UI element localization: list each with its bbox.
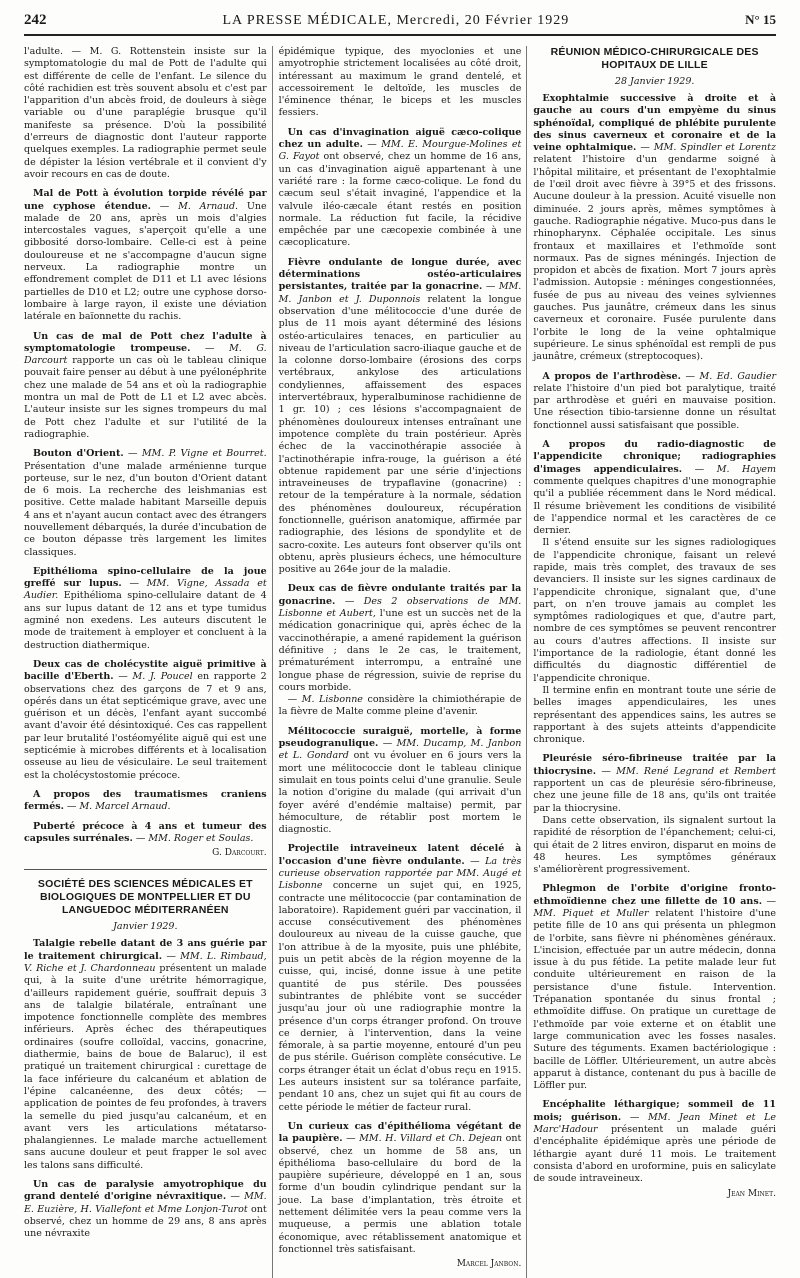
article — [533, 753, 776, 876]
article-authors: — MM. Vigne, Assada et Audier. — [24, 578, 267, 602]
article-paragraph: Dans cette observation, ils signalent surtout la rapidité de résorption de l'épanchement; celui-ci, qui était de 2 litres environ, disparut en moins de 48 heures. Les symptômes généraux s'améliorèrent progressivement. — [533, 814, 776, 876]
issue-number: N° 15 — [745, 12, 776, 27]
article — [279, 726, 522, 837]
section-heading: SOCIÉTÉ DES SCIENCES MÉDICALES ET BIOLOGIQUES DE MONTPELLIER ET DU LANGUEDOC MÉDITERRANÉEN — [24, 869, 267, 917]
section-date: Janvier 1929. — [113, 921, 178, 933]
article-authors: — Des 2 observations de MM. Lisbonne et Aubert, — [278, 595, 522, 620]
article-title: Un curieux cas d'épithélioma végétant de la paupière. — [278, 1120, 522, 1145]
article-body: épidémique typique, des myoclonies et une amyotrophie strictement localisées au côté droit, intéressant au maximum le grand dentelé, et accessoirement le deltoïde, les muscles de l'éminence thénar, le biceps et les muscles fessiers. — [278, 46, 522, 119]
article-body: relatent la longue observation d'une mélitococcie d'une durée de plus de 11 mois ayant déterminé des lésions ostéo-articulaires tenaces, en particulier au niveau de l'articulation sacro-iliaque gauche et de la colonne dorso-lombaire (érosions des corps vertébraux, ankylose des articulations condyliennes, affaissement des espaces intervertébraux, hyperalbuminose rachidienne de 1 gr. 10) ; ces lésions s'accompagnaient de phénomènes douloureux intenses entraînant une impotence complète du train postérieur. Après échec de la vaccinothérapie associée à l'actinothérapie infra-rouge, la guérison a été obtenue rapidement par une série d'injections intraveineuses de trypaflavine (gonacrine) : retour de la température à la normale, sédation des phénomènes douloureux, récupération fonctionnelle, guérison anatomique, affirmée par radiographie, des lésions de spondylite et de sacro-coxite. Les auteurs font observer qu'ils ont obtenu, après plusieurs échecs, une hémoculture positive au 264e jour de la maladie. — [278, 293, 522, 576]
article-title: Deux cas de fièvre ondulante traités par la gonacrine. — [278, 583, 522, 607]
article-title: Talalgie rebelle datant de 3 ans guérie par le traitement chirurgical. — [24, 938, 267, 962]
article — [24, 448, 267, 559]
column-2 — [279, 46, 522, 1278]
article-authors: — MM. Ducamp, M. Janbon et L. Gondard — [278, 738, 522, 762]
article — [279, 46, 522, 120]
article-authors: — MM. René Legrand et Rembert — [601, 765, 776, 777]
article-body: Présentation d'une malade arménienne turque porteuse, sur le nez, d'un bouton d'Orient datant de 6 mois. La recherche des leishmanias est positive. Cette malade habitant Marseille depuis 4 ans et n'ayant aucun contact avec des étrangers nouvellement débarqués, la durée d'incubation de ce bouton dépasse très largement les limites classiques. — [24, 460, 267, 558]
signature: Jean Minet. — [727, 1188, 776, 1199]
article-title: Bouton d'Orient. — [33, 448, 124, 460]
page-header — [24, 12, 776, 36]
article-authors: — M. J. Poucel — [118, 671, 193, 683]
article-body: ont observé, chez un homme de 58 ans, un épithélioma baso-cellulaire du bord de la paupière supérieure, développé en 1 an, sous forme d'un boudin cylindrique pendant sur la joue. La base d'implantation, très étroite et nettement délimitée vers la peau comme vers la muqueuse, a permis une ablation totale économique, avec rétablissement anatomique et fonctionnel très satisfaisant. — [278, 1133, 522, 1255]
article-authors: — La très curieuse observation rapportée par MM. Augé et Lisbonne — [278, 855, 522, 892]
article-title: Un cas d'invagination aiguë cæco-colique chez un adulte. — [278, 126, 522, 151]
article — [279, 843, 522, 1114]
article — [279, 1121, 522, 1271]
article-title: A propos des traumatismes craniens fermés. — [24, 788, 267, 813]
article-title: Fièvre ondulante de longue durée, avec déterminations ostéo-articulaires persistantes, traitée par la gonacrine. — [278, 256, 522, 293]
article-authors: — MM. E. Euzière, H. Viallefont et Mme Lonjon-Turot — [24, 1191, 267, 1215]
article-body: concerne un sujet qui, en 1925, contracte une mélitococcie (par contamination de laboratoire). Rapidement guéri par vaccination, il accuse consécutivement des phénomènes douloureux au niveau de la cuisse gauche, que l'on attribue à de la myosite, puis une phlébite, puis un petit abcès de la région moyenne de la cuisse, qui, incisé, donne issue à une petite quantité de pus stérile. Des poussées subintrantes de phlébite vont se succéder jusqu'au jour où une radiographie montre la présence d'un corps étranger profond. On trouve ce dernier, à l'intervention, dans la veine fémorale, à sa partie moyenne, entouré d'un peu de pus stérile. Guérison complète consécutive. Le corps étranger était un éclat d'obus reçu en 1915. Les auteurs insistent sur sa tolérance parfaite, pendant 10 ans, chez un sujet qui fit au cours de cette période le métier de facteur rural. — [278, 880, 522, 1113]
article-body: l'une est un succès net de la médication gonacrinique qui, après échec de la vaccinothérapie, a amené rapidement la guérison définitive ; dans le 2e cas, le traitement, prématurément interrompu, a entraîné une longue phase de régression, suivie de reprise du cours morbide. — [278, 608, 522, 693]
section-heading: RÉUNION MÉDICO-CHIRURGICALE DES HOPITAUX DE LILLE — [550, 46, 759, 71]
article-title: Encéphalite léthargique; sommeil de 11 mois; guérison. — [533, 1099, 776, 1123]
article-title: Exophtalmie successive à droite et à gauche au cours d'un empyème du sinus sphénoïdal, compliqué de phlébite purulente des sinus caverneux et coronaire et de la veine ophtalmique. — [533, 93, 776, 154]
article-title: Mélitococcie suraiguë, mortelle, à forme pseudogranulique. — [278, 725, 522, 750]
article-authors: — MM. L. Rimbaud, V. Riche et J. Chardonneau — [24, 950, 267, 974]
article — [279, 127, 522, 250]
column-1 — [24, 46, 267, 1278]
article — [533, 93, 776, 364]
article-body: l'adulte. — M. G. Rottenstein insiste sur la symptomatologie du mal de Pott de l'adulte qui est différente de celle de l'enfant. Le silence du côté rachidien est très souvent absolu et c'est par l'apparition d'un abcès froid, de douleurs à siège variable ou d'une paraplégie brusque qu'il manifeste sa présence. D'où la possibilité d'erreurs de diagnostic dont l'auteur rapporte quelques exemples. La radiographie permet seule de dépister la lésion vertébrale et il convient d'y avoir recours en cas de doute. — [24, 46, 267, 180]
article — [24, 821, 267, 860]
article-body: rapporte un cas où le tableau clinique pouvait faire penser au début à une pyélonéphrite chez une malade de 54 ans et où la radiographie montra un mal de Pott de L1 et L2 avec abcès. L'auteur insiste sur les signes trompeurs du mal de Pott chez l'adulte et sur l'utilité de la radiographie. — [24, 355, 267, 440]
article — [24, 789, 267, 814]
article-authors: — MM. Jean Minet et Le Marc'Hadour — [533, 1111, 776, 1136]
article — [533, 371, 776, 432]
article-paragraph: Il termine enfin en montrant toute une série de belles images appendiculaires, les unes représentant des appendices sains, les autres se rapportant à des sujets atteints d'appendicite chronique. — [533, 684, 776, 746]
article — [24, 659, 267, 782]
columns — [24, 46, 776, 1270]
article — [533, 1099, 776, 1199]
article-authors: — M. Arnaud. — [159, 200, 239, 212]
article-body: considère la chimiothérapie de la fièvre de Malte comme pleine d'avenir. — [278, 694, 522, 718]
article-body: relate l'histoire d'un pied bot paralytique, traité par arthrodèse et guéri en mauvaise position. Une résection tibio-tarsienne donne un résultat fonctionnel aussi satisfaisant que possible. — [533, 382, 776, 431]
article-body: rapportent un cas de pleurésie séro-fibrineuse, chez une jeune fille de 18 ans, qu'ils ont traitée par la thiocrysine. — [533, 778, 776, 814]
article-title: Puberté précoce à 4 ans et tumeur des capsules surrénales. — [24, 820, 267, 844]
article-title: Epithélioma spino-cellulaire de la joue greffé sur lupus. — [24, 565, 267, 590]
article-body: en rapporte 2 observations chez des garçons de 7 et 9 ans, opérés dans un état septicémique grave, avec une guérison et un décès, l'enfant ayant succombé avant d'avoir été désintoxiqué. Ces cas rappellent par leur brutalité l'ostéomyélite aiguë qui est une septicémie à microbes différents et à localisation osseuse au lieu de vésiculaire. Le seul traitement est la cholécystostomie précoce. — [24, 671, 267, 781]
article — [279, 583, 522, 718]
article-body: Epithélioma spino-cellulaire datant de 4 ans sur lupus datant de 12 ans et type tumidus agminé non exedens. Les auteurs discutent le mode de traitement à employer et concluent à la destruction diathermique. — [24, 590, 267, 651]
article-title: Phlegmon de l'orbite d'origine fronto-ethmoïdienne chez une fillette de 10 ans. — [533, 883, 776, 907]
article-authors: — M. Ed. Gaudier — [685, 370, 776, 382]
article-body: Une malade de 20 ans, après un mois d'algies intercostales vagues, s'aperçoit qu'elle a une gibbosité dorso-lombaire. Celle-ci est à peine douloureuse et ne s'accompagne d'aucun signe nerveux. La radiographie montre un effondrement complet de D11 et L1 avec lésions partielles de D10 et L2; outre une cyphose dorso-lombaire à large rayon, il existe une déviation latérale en baïonnette du rachis. — [24, 200, 267, 323]
article-authors: — MM. Roger et Soulas. — [135, 832, 254, 844]
column-3 — [533, 46, 776, 1278]
article-title: A propos du radio-diagnostic de l'appendicite chronique; radiographies d'images appendiculaires. — [533, 439, 776, 475]
article-authors: — MM. M. Janbon et J. Duponnois — [278, 281, 522, 305]
article-authors: — M. Marcel Arnaud. — [66, 801, 171, 813]
article-body: commente quelques chapitres d'une monographie qu'il a publiée récemment dans le Nord médical. Il résume brièvement les conditions de visibilité de l'appendice normal et les caractères de ce dernier. — [533, 475, 776, 537]
article-paragraph: Il s'étend ensuite sur les signes radiologiques de l'appendicite chronique, faisant un relevé rapide, mais très complet, des travaux de ses devanciers. Il insiste sur les signes cardinaux de l'appendicite chronique, signalant que, d'une part, on n'en trouve jamais au complet les symptômes radiologiques et que, d'autre part, nombre de ces symptômes se peuvent rencontrer au cours d'autres affections. Il insiste sur l'importance de la radiologie, étant donné les difficultés du diagnostic différentiel de l'appendicite chronique. — [533, 537, 776, 684]
article-title: Un cas de paralysie amyotrophique du grand dentelé d'origine névraxitique. — [24, 1179, 267, 1203]
article-body: relatent l'histoire d'une petite fille de 10 ans qui présenta un phlegmon de l'orbite, sans fièvre ni phénomènes généraux. L'incision, effectuée par un autre médecin, donna issue à du pus fétide. La petite malade leur fut conduite ultérieurement en raison de la persistance d'une fistule. Intervention. Trépanation spontanée du sinus frontal ; ethmoïdite diffuse. On pratique un curettage de l'ethmoïde par voie externe et on établit une large communication avec les fosses nasales. Suture des téguments. Examen bactériologique : bacille de Löffler. Ultérieurement, un autre abcès apparut à distance, contenant du pus à bacille de Löffler pur. — [533, 908, 776, 1092]
article-authors: — M. Lisbonne — [287, 694, 363, 706]
article-title: Deux cas de cholécystite aiguë primitive à bacille d'Eberth. — [24, 658, 267, 683]
article-authors: — M. G. Darcourt — [24, 342, 267, 367]
article-title: Projectile intraveineux latent décelé à l'occasion d'une fièvre ondulante. — [278, 843, 522, 867]
article-title: Pleurésie séro-fibrineuse traitée par la thiocrysine. — [533, 753, 776, 777]
article-title: A propos de l'arthrodèse. — [542, 370, 681, 382]
signature: G. Darcourt. — [212, 848, 267, 859]
article-authors: — MM. H. Villard et Ch. Dejean — [346, 1133, 503, 1145]
article-authors: — M. Hayem — [694, 463, 776, 475]
journal-title: LA PRESSE MÉDICALE, Mercredi, 20 Février 1929 — [222, 13, 570, 28]
article — [24, 1179, 267, 1240]
article-body: ont vu évoluer en 6 jours vers la mort une mélitococcie dont le tableau clinique simulait en tous points celui d'une granulie. Seule la notion d'origine du malade (qui arrivait d'un foyer avéré d'endémie maltaise) permit, par hémoculture, de rétablir post mortem le diagnostic. — [278, 750, 522, 836]
article — [24, 566, 267, 652]
signature: Marcel Janbon. — [456, 1259, 522, 1270]
article — [24, 938, 267, 1172]
article-title: Mal de Pott à évolution torpide révélé par une cyphose étendue. — [24, 188, 267, 212]
article-authors: — MM. P. Vigne et Bourret. — [128, 448, 267, 460]
article — [24, 331, 267, 442]
article-authors: — MM. Spindler et Lorentz — [640, 142, 776, 154]
article-body: relatent l'histoire d'un gendarme soigné à l'hôpital militaire, et présentant de l'exophtalmie de l'œil droit avec fièvre à 39°5 et des frissons. Aucune douleur à la pression. Acuité visuelle non diminuée. 2 jours après, mêmes symptômes à gauche. Radiographie négative. Muco-pus dans le rhinopharynx. Céphalée occipitale. Les sinus frontaux et maxillaires et l'ethmoïde sont normaux. Pas de signes méningés. Injection de propidon et abcès de fixation. Mort 7 jours après l'admission. Autopsie : méninges congestionnées, fusée de pus au niveau des veines sylviennes gauches. Pus jaunâtre, crémeux dans les sinus caverneux et coronaire. Fusée purulente dans l'orbite le long de la veine ophtalmique supérieure. Le sinus sphénoïdal est rempli de pus jaunâtre, crémeux (streptocoques). — [533, 154, 776, 363]
section-date: 28 Janvier 1929. — [614, 76, 695, 87]
article — [279, 257, 522, 577]
article-body: ont observé, chez un homme de 16 ans, un cas d'invagination aiguë appartenant à une variété rare : la forme cæco-colique. Le fond du cæcum seul s'était invaginé, l'appendice et la valvule iléo-cæcale étant restés en position normale. La réduction fut facile, la récidive empêchée par une cæcopexie combinée à une cæcoplicature. — [278, 151, 522, 249]
article-authors: — MM. E. Mourgue-Molines et G. Fayot — [278, 139, 522, 163]
article — [24, 188, 267, 323]
article-authors: — MM. Piquet et Muller — [533, 895, 776, 919]
article-body: présentent un malade qui, à la suite d'une urétrite hémorragique, d'ailleurs rapidement guérie, souffrait depuis 3 ans de talalgie bilatérale, entraînant une impotence fonctionnelle complète des membres inférieurs. Après échec des thérapeutiques ordinaires (soufre colloïdal, vaccins, gonacrine, diathermie, bains de boue de Balaruc), il est pratiqué un traitement chirurgical : curettage de la face inférieure du calcanéum et ablation de l'épine calcanéenne, des deux côtés; — application de pointes de feu profondes, à travers la semelle du pied jusqu'au calcanéum, et en avant vers les articulations métatarso-phalangiennes. Le malade marche actuellement sans aucune douleur et peut frapper le sol avec les talons sans difficulté. — [24, 963, 267, 1171]
article — [24, 46, 267, 181]
page-number: 242 — [24, 12, 47, 28]
article-body: présentent un malade guéri d'encéphalite épidémique après une période de léthargie ayant duré 11 mois. Le traitement consista d'abord en uroformine, puis en salicylate de soude intraveineux. — [533, 1124, 776, 1185]
article-body: ont observé, chez un homme de 29 ans, 8 ans après une névraxite — [24, 1203, 267, 1240]
article — [533, 439, 776, 746]
article-title: Un cas de mal de Pott chez l'adulte à symptomatologie trompeuse. — [24, 330, 267, 354]
article — [533, 883, 776, 1092]
